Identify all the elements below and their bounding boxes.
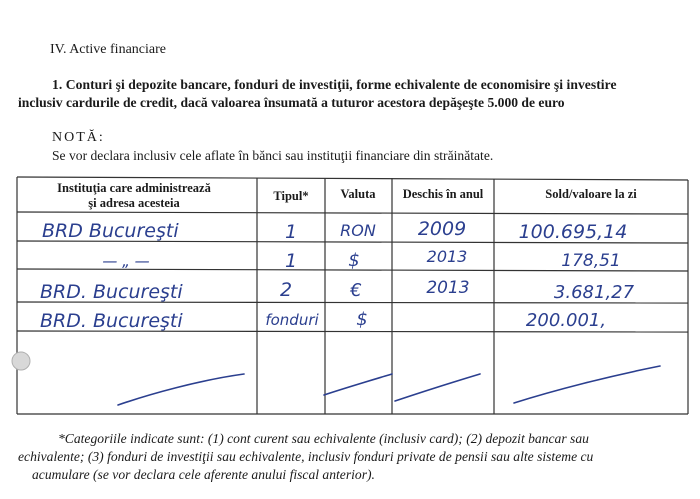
header-currency: Valuta xyxy=(340,187,376,201)
table-row xyxy=(40,309,606,332)
table-row xyxy=(40,278,635,303)
footnote-line-3: acumulare (se vor declara cele aferente anului fiscal anterior). xyxy=(32,467,375,482)
binder-hole-icon xyxy=(12,352,30,370)
cell-balance: 178,51 xyxy=(561,251,621,271)
table-row xyxy=(42,218,627,243)
cell-opened: 2013 xyxy=(426,247,468,266)
cell-opened: 2009 xyxy=(417,218,467,240)
footnote-line-2: echivalente; (3) fonduri de investiţii sau echivalente, inclusiv fonduri private de pensii sau alte sisteme cu xyxy=(18,449,594,464)
cell-currency: $ xyxy=(356,309,368,330)
cell-currency: € xyxy=(350,280,362,301)
note-title: NOTĂ: xyxy=(52,130,105,145)
footnote-line-1: *Categoriile indicate sunt: (1) cont curent sau echivalente (inclusiv card); (2) depozit bancar sau xyxy=(58,431,589,446)
cell-institution: BRD. Bucureşti xyxy=(40,281,183,303)
section-title: IV. Active financiare xyxy=(50,42,166,57)
cell-type: 1 xyxy=(284,250,298,272)
header-type: Tipul* xyxy=(273,189,309,203)
header-opened: Deschis în anul xyxy=(402,187,484,201)
table-row xyxy=(102,247,620,272)
cell-institution: BRD. Bucureşti xyxy=(40,310,183,332)
cell-type: fonduri xyxy=(265,311,319,329)
cell-type: 1 xyxy=(284,221,298,243)
cell-balance: 200.001, xyxy=(525,310,607,331)
strike-strokes xyxy=(118,366,660,405)
cell-institution: — „ — xyxy=(102,252,150,270)
cell-balance: 100.695,14 xyxy=(518,221,628,243)
cell-currency: $ xyxy=(348,250,360,271)
cell-opened: 2013 xyxy=(426,278,470,298)
heading-line-1: 1. Conturi şi depozite bancare, fonduri de investiţii, forme echivalente de economisire şi investire xyxy=(52,77,617,92)
header-institution-line2: şi adresa acesteia xyxy=(88,196,180,210)
heading-line-2: inclusiv cardurile de credit, dacă valoarea însumată a tuturor acestora depăşeşte 5.000 de euro xyxy=(18,95,565,110)
cell-institution: BRD Bucureşti xyxy=(42,220,179,242)
cell-currency: RON xyxy=(340,221,376,240)
note-text: Se vor declara inclusiv cele aflate în bănci sau instituţii financiare din străinătate. xyxy=(52,148,494,163)
header-balance: Sold/valoare la zi xyxy=(545,187,637,201)
cell-type: 2 xyxy=(279,279,293,301)
cell-balance: 3.681,27 xyxy=(553,282,635,303)
header-institution-line1: Instituţia care administrează xyxy=(57,181,211,195)
